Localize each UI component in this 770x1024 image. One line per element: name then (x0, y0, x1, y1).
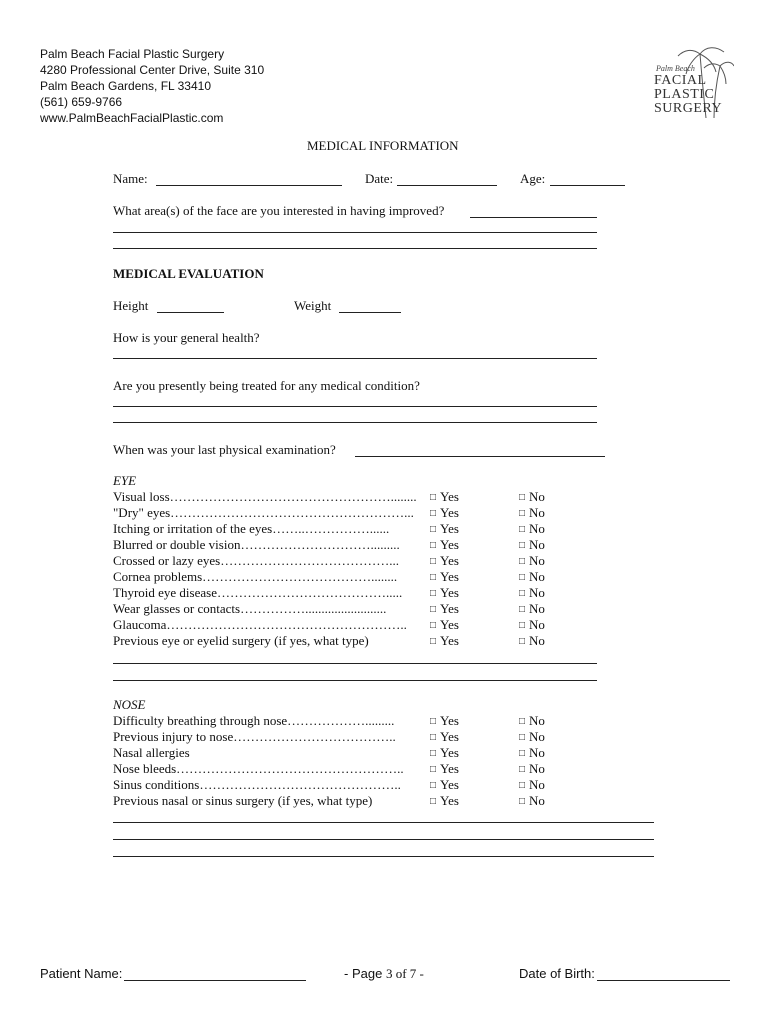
eye-no-option[interactable] (519, 505, 545, 521)
checkbox-icon[interactable]: □ (430, 572, 437, 583)
checkbox-icon[interactable]: □ (430, 604, 437, 615)
phone: (561) 659-9766 (40, 95, 123, 109)
nose-item: Nose bleeds…………………………………………….. (113, 761, 404, 776)
checkbox-icon[interactable]: □ (519, 492, 526, 503)
footer-patient-name-label: Patient Name: (40, 966, 123, 981)
checkbox-icon[interactable]: □ (519, 732, 526, 743)
logo-line4: SURGERY (654, 101, 723, 116)
nose-surgery-answer-line[interactable] (113, 822, 654, 823)
yes-label: Yes (440, 633, 459, 648)
nose-item: Previous injury to nose……………………………….. (113, 729, 396, 744)
eye-yes-option[interactable] (430, 553, 459, 569)
checkbox-icon[interactable]: □ (430, 524, 437, 535)
eye-item: Previous eye or eyelid surgery (if yes, what type) (113, 633, 369, 648)
eye-item: Thyroid eye disease…………………………………..... (113, 585, 403, 600)
no-label: No (529, 761, 545, 776)
logo-line1: Palm Beach (656, 64, 695, 73)
eye-item: "Dry" eyes………………………………………………... (113, 505, 414, 520)
treated-answer-line[interactable] (113, 422, 597, 423)
eye-no-option[interactable] (519, 569, 545, 585)
general-health-field[interactable] (113, 358, 597, 359)
eye-no-option[interactable] (519, 601, 545, 617)
eye-no-option[interactable] (519, 537, 545, 553)
logo-line2: FACIAL (654, 73, 707, 88)
checkbox-icon[interactable]: □ (430, 508, 437, 519)
eye-yes-option[interactable] (430, 521, 459, 537)
nose-yes-option[interactable] (430, 729, 459, 745)
checkbox-icon[interactable]: □ (519, 588, 526, 599)
date-label: Date: (365, 171, 394, 186)
practice-logo (644, 44, 734, 120)
name-label: Name: (113, 171, 148, 186)
page-title: MEDICAL INFORMATION (307, 138, 459, 153)
physical-exam-question: When was your last physical examination? (113, 442, 336, 457)
nose-no-option[interactable] (519, 745, 545, 761)
checkbox-icon[interactable]: □ (519, 540, 526, 551)
eye-item: Itching or irritation of the eyes……..……………...... (113, 521, 390, 536)
age-field[interactable] (550, 185, 625, 186)
medical-evaluation-heading: MEDICAL EVALUATION (113, 266, 264, 281)
nose-no-option[interactable] (519, 713, 545, 729)
checkbox-icon[interactable]: □ (430, 540, 437, 551)
yes-label: Yes (440, 553, 459, 568)
no-label: No (529, 713, 545, 728)
eye-yes-option[interactable] (430, 633, 459, 649)
checkbox-icon[interactable]: □ (519, 604, 526, 615)
face-answer-field[interactable] (470, 217, 597, 218)
no-label: No (529, 729, 545, 744)
no-label: No (529, 537, 545, 552)
yes-label: Yes (440, 793, 459, 808)
nose-no-option[interactable] (519, 777, 545, 793)
eye-yes-option[interactable] (430, 585, 459, 601)
eye-yes-option[interactable] (430, 537, 459, 553)
name-field[interactable] (156, 185, 342, 186)
footer-dob-field[interactable] (597, 980, 730, 981)
yes-label: Yes (440, 569, 459, 584)
page-prefix: - Page (344, 966, 383, 981)
date-field[interactable] (397, 185, 497, 186)
checkbox-icon[interactable]: □ (430, 556, 437, 567)
logo-line3: PLASTIC (654, 87, 715, 102)
eye-item: Crossed or lazy eyes…………………………………... (113, 553, 399, 568)
address-line1: 4280 Professional Center Drive, Suite 310 (40, 63, 265, 77)
checkbox-icon[interactable]: □ (519, 796, 526, 807)
yes-label: Yes (440, 745, 459, 760)
nose-yes-option[interactable] (430, 761, 459, 777)
checkbox-icon[interactable]: □ (519, 572, 526, 583)
nose-yes-option[interactable] (430, 745, 459, 761)
checkbox-icon[interactable]: □ (519, 620, 526, 631)
weight-label: Weight (294, 298, 332, 313)
eye-yes-option[interactable] (430, 505, 459, 521)
treated-question: Are you presently being treated for any medical condition? (113, 378, 420, 393)
eye-item: Cornea problems…………………………………........ (113, 569, 398, 584)
yes-label: Yes (440, 761, 459, 776)
nose-no-option[interactable] (519, 761, 545, 777)
checkbox-icon[interactable]: □ (430, 796, 437, 807)
eye-no-option[interactable] (519, 553, 545, 569)
page-number: 3 of 7 - (385, 966, 424, 981)
yes-label: Yes (440, 777, 459, 792)
eye-item: Wear glasses or contacts……………......................... (113, 601, 387, 616)
eye-yes-option[interactable] (430, 601, 459, 617)
yes-label: Yes (440, 585, 459, 600)
checkbox-icon[interactable]: □ (519, 508, 526, 519)
checkbox-icon[interactable]: □ (430, 636, 437, 647)
address-line2: Palm Beach Gardens, FL 33410 (40, 79, 211, 93)
footer-patient-name-field[interactable] (124, 980, 306, 981)
eye-no-option[interactable] (519, 489, 545, 505)
eye-item: Blurred or double vision…………………………......... (113, 537, 400, 552)
eye-no-option[interactable] (519, 633, 545, 649)
no-label: No (529, 777, 545, 792)
yes-label: Yes (440, 521, 459, 536)
eye-no-option[interactable] (519, 521, 545, 537)
no-label: No (529, 569, 545, 584)
checkbox-icon[interactable]: □ (430, 492, 437, 503)
eye-surgery-answer-line[interactable] (113, 663, 597, 664)
no-label: No (529, 633, 545, 648)
website: www.PalmBeachFacialPlastic.com (40, 111, 224, 125)
nose-item: Sinus conditions……………………………………….. (113, 777, 401, 792)
eye-yes-option[interactable] (430, 569, 459, 585)
checkbox-icon[interactable]: □ (519, 636, 526, 647)
yes-label: Yes (440, 713, 459, 728)
no-label: No (529, 489, 545, 504)
footer-page-indicator (344, 966, 424, 982)
face-answer-line[interactable] (113, 248, 597, 249)
nose-item: Nasal allergies (113, 745, 190, 760)
checkbox-icon[interactable]: □ (430, 764, 437, 775)
yes-label: Yes (440, 729, 459, 744)
eye-item: Glaucoma……………………………………………….. (113, 617, 407, 632)
nose-yes-option[interactable] (430, 793, 459, 809)
checkbox-icon[interactable]: □ (430, 780, 437, 791)
footer-dob-label: Date of Birth: (519, 966, 595, 981)
height-field[interactable] (157, 312, 224, 313)
eye-surgery-answer-line[interactable] (113, 680, 597, 681)
no-label: No (529, 617, 545, 632)
no-label: No (529, 745, 545, 760)
nose-surgery-answer-line[interactable] (113, 856, 654, 857)
checkbox-icon[interactable]: □ (519, 556, 526, 567)
checkbox-icon[interactable]: □ (430, 716, 437, 727)
nose-no-option[interactable] (519, 793, 545, 809)
checkbox-icon[interactable]: □ (430, 748, 437, 759)
checkbox-icon[interactable]: □ (519, 780, 526, 791)
eye-no-option[interactable] (519, 585, 545, 601)
treated-answer-line[interactable] (113, 406, 597, 407)
checkbox-icon[interactable]: □ (519, 524, 526, 535)
checkbox-icon[interactable]: □ (430, 620, 437, 631)
yes-label: Yes (440, 617, 459, 632)
eye-yes-option[interactable] (430, 489, 459, 505)
no-label: No (529, 585, 545, 600)
height-label: Height (113, 298, 149, 313)
yes-label: Yes (440, 537, 459, 552)
checkbox-icon[interactable]: □ (430, 732, 437, 743)
no-label: No (529, 521, 545, 536)
nose-no-option[interactable] (519, 729, 545, 745)
no-label: No (529, 553, 545, 568)
nose-yes-option[interactable] (430, 777, 459, 793)
checkbox-icon[interactable]: □ (519, 716, 526, 727)
no-label: No (529, 505, 545, 520)
practice-name: Palm Beach Facial Plastic Surgery (40, 47, 225, 61)
nose-surgery-answer-line[interactable] (113, 839, 654, 840)
age-label: Age: (520, 171, 546, 186)
eye-heading: EYE (113, 473, 137, 488)
eye-yes-option[interactable] (430, 617, 459, 633)
eye-item: Visual loss……………………………………………........ (113, 489, 417, 504)
yes-label: Yes (440, 601, 459, 616)
nose-item: Previous nasal or sinus surgery (if yes, what type) (113, 793, 373, 808)
face-question: What area(s) of the face are you interested in having improved? (113, 203, 445, 218)
weight-field[interactable] (339, 312, 401, 313)
no-label: No (529, 601, 545, 616)
checkbox-icon[interactable]: □ (430, 588, 437, 599)
nose-item: Difficulty breathing through nose………………......... (113, 713, 395, 728)
checkbox-icon[interactable]: □ (519, 764, 526, 775)
no-label: No (529, 793, 545, 808)
nose-yes-option[interactable] (430, 713, 459, 729)
nose-heading: NOSE (113, 697, 146, 712)
general-health-question: How is your general health? (113, 330, 260, 345)
face-answer-line[interactable] (113, 232, 597, 233)
physical-exam-field[interactable] (355, 456, 605, 457)
yes-label: Yes (440, 505, 459, 520)
checkbox-icon[interactable]: □ (519, 748, 526, 759)
eye-no-option[interactable] (519, 617, 545, 633)
yes-label: Yes (440, 489, 459, 504)
